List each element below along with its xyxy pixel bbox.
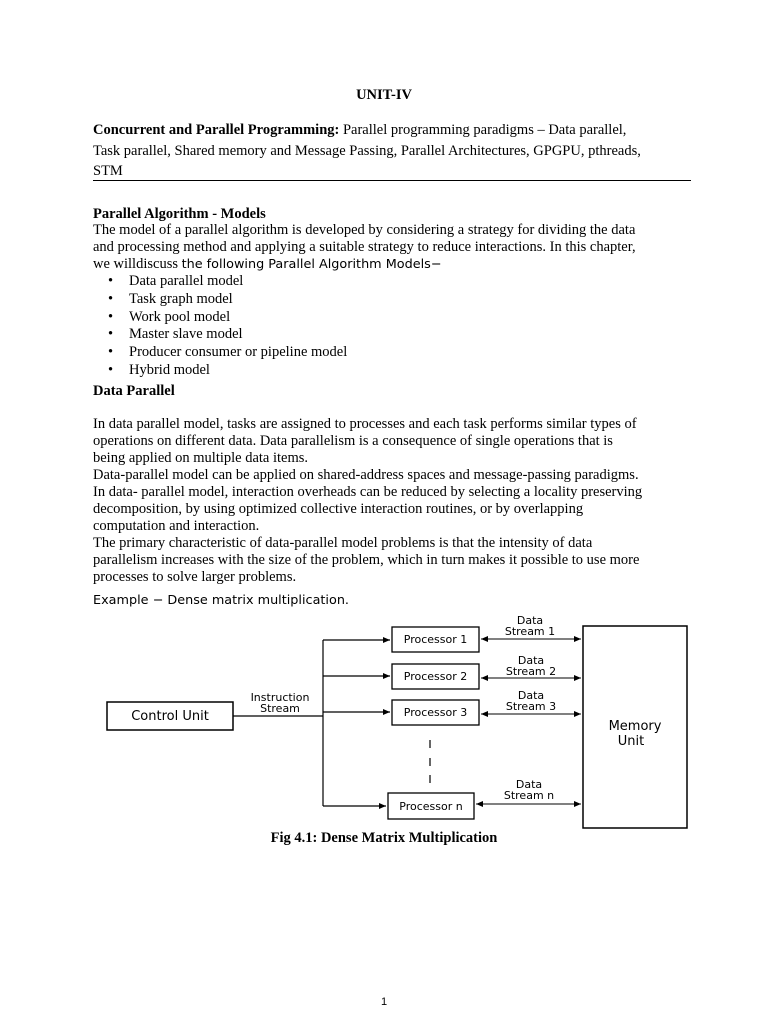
example-label: Example − Dense matrix multiplication. <box>93 593 350 608</box>
processor-label: Processor 1 <box>403 633 468 646</box>
control-unit-label: Control Unit <box>131 709 209 724</box>
list-item <box>93 326 347 344</box>
memory-unit-label: Memory <box>608 719 662 734</box>
instruction-stream-label: Stream <box>260 702 300 715</box>
models-paragraph <box>93 222 689 273</box>
dp-p2-line-3: decomposition, by using optimized collective interaction routines, or by overlapping <box>93 501 584 517</box>
stream-label: Data <box>515 778 543 791</box>
intro-paragraph <box>93 120 693 182</box>
processor-label: Processor 2 <box>403 670 468 683</box>
stream-label: Stream 2 <box>505 665 557 678</box>
stream-label: Stream 3 <box>505 700 557 713</box>
dp-p1-line-2: operations on different data. Data parallelism is a consequence of single operations that is <box>93 433 613 449</box>
bullet-glyph: • <box>108 273 114 289</box>
dp-p3-line-2: parallelism increases with the size of the problem, which in turn makes it possible to use more <box>93 552 640 568</box>
intro-line-1: Parallel programming paradigms – Data parallel, <box>342 122 627 138</box>
horizontal-rule <box>93 180 691 181</box>
list-item-label: Producer consumer or pipeline model <box>129 344 348 361</box>
intro-label: Concurrent and Parallel Programming: <box>93 122 340 138</box>
list-item-label: Data parallel model <box>129 273 244 289</box>
list-item-label: Task graph model <box>129 290 233 307</box>
dp-p3-line-3: processes to solve larger problems. <box>93 569 297 585</box>
intro-line-3: STM <box>93 163 123 179</box>
data-parallel-paragraph-1 <box>93 416 689 467</box>
unit-title: UNIT-IV <box>356 87 412 103</box>
section-title-data-parallel: Data Parallel <box>93 383 175 399</box>
data-parallel-paragraph-3 <box>93 535 689 586</box>
dp-p3-line-1: The primary characteristic of data-parallel model problems is that the intensity of data <box>93 535 593 551</box>
processor-label: Processor 3 <box>403 706 468 719</box>
instruction-label: Instruction <box>250 691 310 704</box>
list-item-label: Master slave model <box>129 326 243 343</box>
bullet-glyph: • <box>108 308 114 325</box>
intro-line-2: Task parallel, Shared memory and Message Passing, Parallel Architectures, GPGPU, pthreads, <box>93 142 641 159</box>
list-item <box>93 291 347 309</box>
stream-label: Stream n <box>503 789 555 802</box>
models-line-3a: we willdiscuss <box>93 256 182 272</box>
dp-p1-line-3: being applied on multiple data items. <box>93 450 309 466</box>
dense-matrix-diagram <box>0 605 768 830</box>
models-line-3 <box>93 256 689 273</box>
models-list <box>93 273 347 380</box>
processor-label: Processor n <box>399 800 463 813</box>
list-item <box>93 344 347 362</box>
bullet-glyph: • <box>108 344 114 361</box>
figure-caption: Fig 4.1: Dense Matrix Multiplication <box>270 830 498 846</box>
stream-label: Data <box>517 689 545 702</box>
dp-p2-line-2: In data- parallel model, interaction overheads can be reduced by selecting a locality preserving <box>93 484 643 500</box>
list-item-label: Work pool model <box>129 308 231 325</box>
bullet-glyph: • <box>108 361 114 378</box>
dp-p2-line-4: computation and interaction. <box>93 518 260 534</box>
stream-label: Data <box>516 614 544 627</box>
data-parallel-paragraph-2 <box>93 467 689 535</box>
stream-label: Stream 1 <box>504 625 556 638</box>
page-number: 1 <box>380 996 388 1008</box>
list-item <box>93 362 347 380</box>
models-line-2: and processing method and applying a suitable strategy to reduce interactions. In this chapter, <box>93 239 636 255</box>
list-item <box>93 273 347 291</box>
bullet-glyph: • <box>108 326 114 343</box>
models-line-3b: the following Parallel Algorithm Models− <box>181 257 442 272</box>
list-item <box>93 309 347 327</box>
memory-unit-label-2: Unit <box>617 734 645 749</box>
section-title-models: Parallel Algorithm - Models <box>93 206 266 222</box>
dp-p2-line-1: Data-parallel model can be applied on shared-address spaces and message-passing paradigms. <box>93 467 639 483</box>
dp-p1-line-1: In data parallel model, tasks are assigned to processes and each task performs similar types of <box>93 416 637 432</box>
stream-label: Data <box>517 654 545 667</box>
models-line-1: The model of a parallel algorithm is developed by considering a strategy for dividing the data <box>93 222 636 238</box>
list-item-label: Hybrid model <box>129 361 210 378</box>
bullet-glyph: • <box>108 290 114 307</box>
